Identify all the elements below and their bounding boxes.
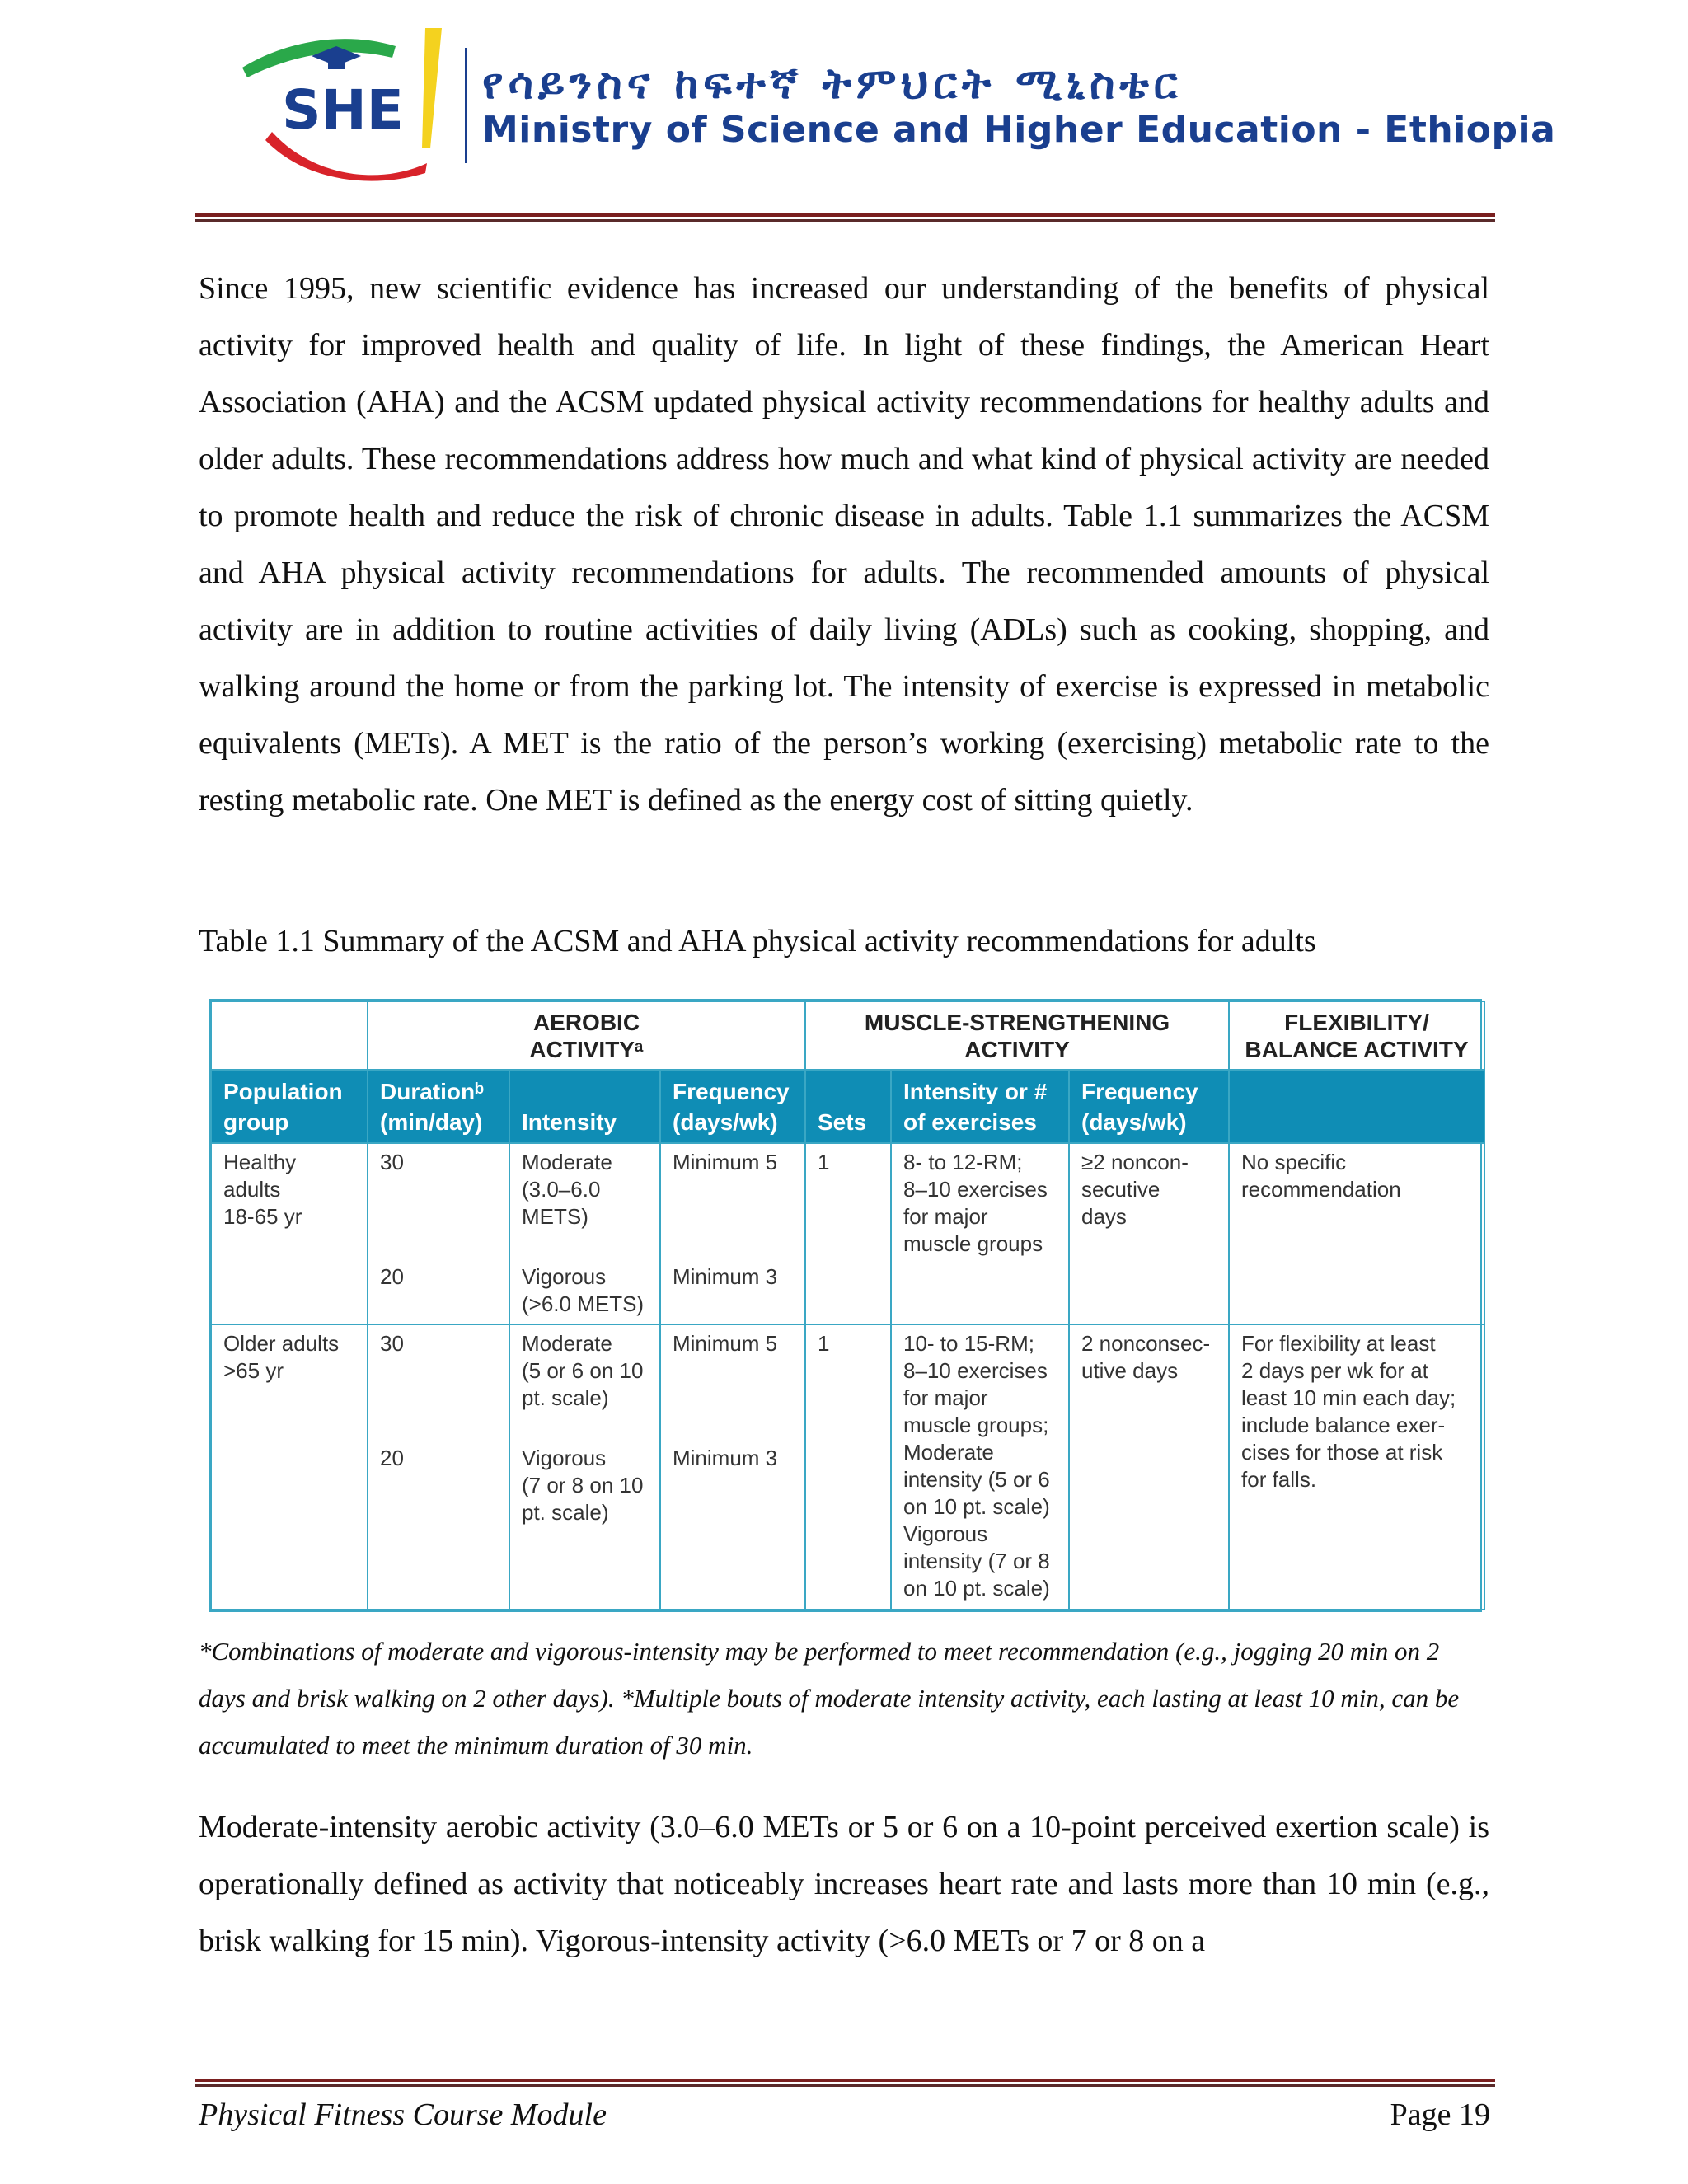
cell-intensity: Moderate (3.0–6.0 METS) [509, 1143, 660, 1258]
cell-intensity: Moderate (5 or 6 on 10 pt. scale) [509, 1324, 660, 1440]
cell-frequency: Minimum 3 [660, 1258, 805, 1324]
col-intensity: Intensity [509, 1070, 660, 1143]
column-header-row [211, 1070, 1484, 1143]
table-caption: Table 1.1 Summary of the ACSM and AHA physical activity recommendations for adults [199, 924, 1316, 958]
org-name-english: Ministry of Science and Higher Education - Ethiopia [482, 109, 1556, 151]
header-divider [465, 48, 467, 163]
col-intensity-exercises: Intensity or # of exercises [891, 1070, 1069, 1143]
col-frequency-muscle: Frequency (days/wk) [1069, 1070, 1229, 1143]
recommendations-table [209, 999, 1482, 1612]
logo-text: SHE [282, 78, 404, 142]
cell-duration: 30 [368, 1324, 509, 1440]
group-header-flexibility: FLEXIBILITY/ BALANCE ACTIVITY [1229, 1001, 1484, 1070]
cell-frequency-muscle: 2 nonconsec- utive days [1069, 1324, 1229, 1610]
footer-rule [195, 2079, 1495, 2082]
cell-duration: 30 [368, 1143, 509, 1258]
cell-exercises: 8- to 12-RM; 8–10 exercises for major muscle groups [891, 1143, 1069, 1324]
table-row-healthy [211, 1143, 1484, 1258]
cell-duration: 20 [368, 1440, 509, 1610]
footer-page-number: Page 19 [1390, 2097, 1490, 2132]
cell-frequency-muscle: ≥2 noncon- secutive days [1069, 1143, 1229, 1324]
intensity-paragraph: Moderate-intensity aerobic activity (3.0–6.0 METs or 5 or 6 on a 10-point perceived exertion scale) is operationally defined as activity that noticeably increases heart rate and lasts more than 10 min (e.g., brisk walking for 15 min). Vigorous-intensity activity (>6.0 METs or 7 or 8 on a [199, 1810, 1489, 1958]
cell-frequency: Minimum 5 [660, 1324, 805, 1440]
table-row-older [211, 1324, 1484, 1440]
cell-sets: 1 [805, 1143, 891, 1324]
group-header-row [211, 1001, 1484, 1070]
cell-intensity: Vigorous (>6.0 METS) [509, 1258, 660, 1324]
footer-module-title: Physical Fitness Course Module [199, 2097, 607, 2132]
cell-exercises: 10- to 15-RM; 8–10 exercises for major muscle groups; Moderate intensity (5 or 6 on 10 pt. scale) Vigorous intensity (7 or 8 on 10 pt. scale) [891, 1324, 1069, 1610]
col-population: Population group [211, 1070, 368, 1143]
cell-flexibility: For flexibility at least 2 days per wk for at least 10 min each day; include balance exer- cises for those at risk for falls. [1229, 1324, 1484, 1610]
cell-duration: 20 [368, 1258, 509, 1324]
col-sets: Sets [805, 1070, 891, 1143]
cell-sets: 1 [805, 1324, 891, 1610]
group-header-aerobic: AEROBIC ACTIVITYᵃ [368, 1001, 805, 1070]
col-flexibility [1229, 1070, 1484, 1143]
intro-paragraph: Since 1995, new scientific evidence has increased our understanding of the benefits of physical activity for improved health and quality of life. In light of these findings, the American Heart Association (AHA) and the ACSM updated physical activity recommendations for healthy adults and older adults. These recommendations address how much and what kind of physical activity are needed to promote health and reduce the risk of chronic disease in adults. Table 1.1 summarizes the ACSM and AHA physical activity recommendations for adults. The recommended amounts of physical activity are in addition to routine activities of daily living (ADLs) such as cooking, shopping, and walking around the home or from the parking lot. The intensity of exercise is expressed in metabolic equivalents (METs). A MET is the ratio of the person’s working (exercising) metabolic rate to the resting metabolic rate. One MET is defined as the energy cost of sitting quietly. [199, 271, 1489, 818]
group-header-muscle: MUSCLE-STRENGTHENING ACTIVITY [805, 1001, 1229, 1070]
ministry-logo [239, 25, 462, 181]
col-frequency: Frequency (days/wk) [660, 1070, 805, 1143]
org-name-amharic: የሳይንስና ከፍተኛ ትምህርት ሚኒስቴር [482, 59, 1183, 109]
footer-rule-thin [195, 2084, 1495, 2087]
header-rule [195, 213, 1495, 217]
header-rule-thin [195, 219, 1495, 222]
cell-population: Older adults >65 yr [211, 1324, 368, 1610]
cell-frequency: Minimum 5 [660, 1143, 805, 1258]
cell-frequency: Minimum 3 [660, 1440, 805, 1610]
cell-intensity: Vigorous (7 or 8 on 10 pt. scale) [509, 1440, 660, 1610]
table-footnote: *Combinations of moderate and vigorous-intensity may be performed to meet recommendation (e.g., jogging 20 min on 2 days and brisk walking on 2 other days). *Multiple bouts of moderate intensity activity, each lasting at least 10 min, can be accumulated to meet the minimum duration of 30 min. [199, 1637, 1460, 1760]
cell-flexibility: No specific recommendation [1229, 1143, 1484, 1324]
col-duration: Durationᵇ (min/day) [368, 1070, 509, 1143]
cell-population: Healthy adults 18-65 yr [211, 1143, 368, 1324]
